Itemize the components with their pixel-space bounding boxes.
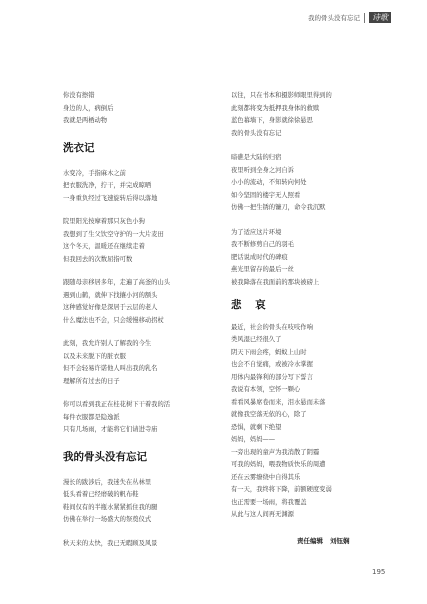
header-divider — [364, 13, 365, 23]
poem-line: 一旁出现的童声为我消散了阴霾 — [231, 448, 320, 456]
poem-line: 为了适应这片环境 — [231, 228, 282, 236]
poem-line: 但我回去的次数屈指可数 — [63, 255, 133, 263]
poem-line: 从此与这人间再无渊源 — [231, 511, 294, 518]
page-header — [308, 12, 391, 23]
stanza — [63, 168, 203, 206]
poem-line: 只有几场雨，才能将它们请进寺庙 — [63, 426, 158, 433]
poem-line: 你可以看到我正在桂花树下干着我的活 — [63, 401, 171, 408]
poem-line: 仿佛一把生锈的镰刀，命令我沉默 — [231, 204, 326, 211]
poem-title-laundry: 洗衣记 — [63, 141, 95, 154]
poem-line: 院里阳光按摩着那只灰色小狗 — [63, 218, 145, 225]
poem-line: 我的骨头没有忘记 — [231, 129, 282, 137]
column-logo: 诗歌 — [369, 12, 391, 23]
poem-line: 漫长的跋涉后，我迷失在丛林里 — [63, 478, 152, 486]
poem-line: 以往，只在书本和摄影师眼里得到的 — [231, 92, 332, 99]
stanza — [231, 90, 371, 140]
poem-line: 一身重负经过飞速旋转后得以落地 — [63, 194, 158, 202]
poem-line: 被我降落在我面前的那块被磅上 — [231, 278, 320, 286]
poem-line: 有一天，我终将下降，前额硬度变弱 — [231, 486, 332, 493]
poem-line: 类风湿已经很久了 — [231, 336, 282, 343]
poem-line: 你没有擦错 — [63, 92, 95, 99]
poem-line: 阴天下雨会疼，蚂蚁上山时 — [231, 348, 307, 356]
poem-line: 水变冷，手指麻木之前 — [63, 169, 126, 177]
poem-line: 理解所有过去的日子 — [63, 377, 120, 385]
header-title: 我的骨头没有忘记 — [308, 14, 360, 22]
poem-line: 此刻，我允许别人了解我的今生 — [63, 340, 152, 347]
poem-line: 可我的妈妈，喂我物质快乐的周遭 — [231, 461, 326, 468]
intro-stanza — [63, 90, 203, 128]
poem-line: 秋天来的太快，我已无暇顾及风景 — [63, 539, 158, 547]
poem-line: 鞋间仅有的半瓶水紧紧抓住我的腿 — [63, 503, 158, 511]
poem-line: 我想到了生父饮空守护的一大片麦田 — [63, 230, 164, 238]
poem-line: 燕光里留存的最后一丝 — [231, 266, 294, 273]
poem-line: 还在云雾缭绕中自得其乐 — [231, 473, 301, 481]
stanza — [63, 538, 203, 551]
poem-line: 每件衣服都是隐逸派 — [63, 413, 120, 421]
poem-line: 如今坚固的楼宇无人照看 — [231, 191, 301, 199]
editor-name: 刘钰娴 — [330, 537, 350, 545]
poem-line: 这种感觉好像是深居于云层的老人 — [63, 304, 158, 311]
poem-line: 把衣服洗净，拧干，并完成晾晒 — [63, 182, 152, 189]
poem-line: 看看风暴席卷而来，泪水悬而未落 — [231, 398, 326, 406]
poem-title-sorrow: 悲 哀 — [231, 299, 271, 311]
poem-line: 肥话说成时代的碑痕 — [231, 253, 288, 261]
stanza — [231, 227, 371, 290]
stanza — [231, 322, 371, 522]
poem-line: 什么魔法也不会，只会缓慢移动拐杖 — [63, 316, 164, 324]
stanza — [63, 216, 203, 266]
stanza — [63, 338, 203, 388]
poem-line: 此刻都将变为抵押我身体的救赎 — [231, 104, 320, 112]
poem-line: 跟随母亲移居多年，走遍了高釜的山头 — [63, 279, 171, 286]
stanza — [63, 277, 203, 327]
poem-line: 夜里听到全身之河自诉 — [231, 166, 294, 174]
poem-title-bones: 我的骨头没有忘记 — [63, 450, 147, 463]
poem-line: 用体内最锋利的部分写下誓言 — [231, 373, 313, 381]
poem-line: 低头看着已经磨破的帆布鞋 — [63, 491, 139, 498]
editor-label: 责任编辑 — [297, 537, 323, 545]
poem-line: 就像我空落无依的心，除了 — [231, 411, 307, 418]
poem-line: 我说有本领，空怀一颗心 — [231, 386, 301, 393]
poem-line: 我不断修剪自己的羽毛 — [231, 241, 294, 248]
poem-line: 身边的人，病倒后 — [63, 104, 114, 112]
poem-line: 也正需要一场雨，将我覆盖 — [231, 498, 307, 506]
right-column — [231, 90, 371, 522]
poem-line: 遇到山鹤，就伸下找攘小河的额头 — [63, 291, 158, 299]
stanza — [231, 152, 371, 215]
editor-credit — [297, 536, 350, 545]
poem-line: 也会不自觉痛，或被冷水掌握 — [231, 361, 313, 368]
poem-line: 以及未来脱下的脏衣服 — [63, 352, 126, 360]
stanza — [63, 399, 203, 437]
poem-line: 蓝色幕墙下，身影就徐徐悬思 — [231, 117, 313, 124]
poem-line: 仿佛在举行一场盛大的祭奠仪式 — [63, 516, 152, 523]
poem-line: 妈妈，妈妈—— — [231, 436, 276, 443]
poem-line: 暗礁是大陆的归宿 — [231, 154, 282, 161]
poem-line: 但不会轻易许诺他人叫出我的乳名 — [63, 365, 158, 372]
poem-line: 恐惧，就剩下绝望 — [231, 423, 282, 431]
left-column — [63, 90, 203, 550]
poem-line: 最近，社会的骨头在吱吱作响 — [231, 323, 313, 331]
poem-line: 这个冬天，温暖还在继续走着 — [63, 243, 145, 250]
stanza — [63, 477, 203, 527]
poem-line: 小小的流动，不知转向何处 — [231, 179, 307, 186]
poem-line: 我就是两栖动物 — [63, 117, 108, 124]
page-number: 195 — [372, 568, 386, 576]
